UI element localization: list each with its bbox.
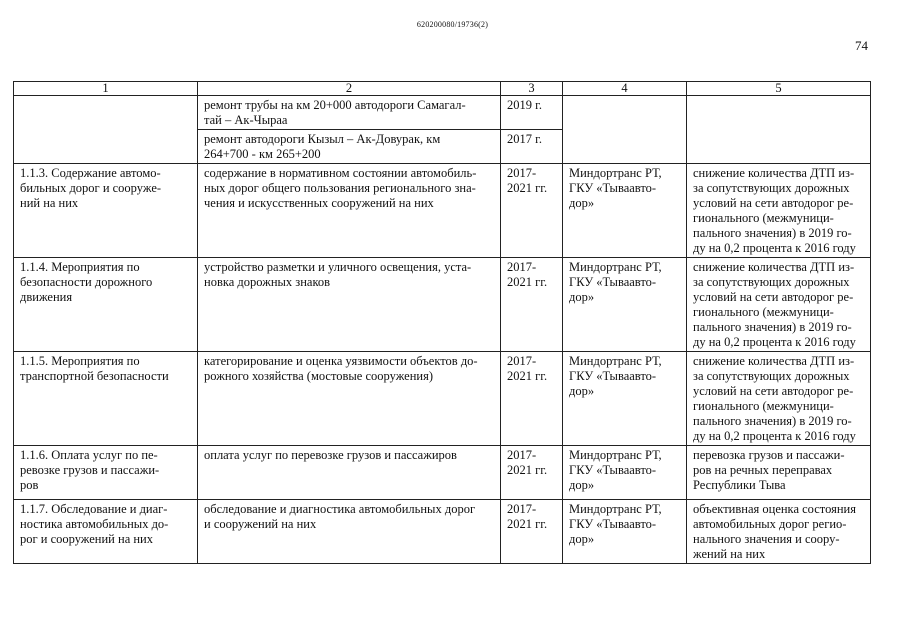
column-number: 2 <box>198 82 501 96</box>
column-number: 4 <box>563 82 687 96</box>
cell-empty <box>687 96 871 164</box>
cell-measure: 1.1.5. Мероприятия по транспортной безопасности <box>14 352 198 446</box>
table-row <box>14 96 871 130</box>
cell-result: объективная оценка состояния автомобильных дорог регио- нального значения и соору- жений на них <box>687 500 871 564</box>
table-row <box>14 352 871 446</box>
cell-period: 2019 г. <box>501 96 563 130</box>
column-number-row <box>14 82 871 96</box>
cell-activity: ремонт трубы на км 20+000 автодороги Самагал- тай – Ак-Чыраа <box>198 96 501 130</box>
cell-empty <box>14 96 198 164</box>
column-number: 1 <box>14 82 198 96</box>
cell-executor: Миндортранс РТ, ГКУ «Тываавто- дор» <box>563 258 687 352</box>
cell-executor: Миндортранс РТ, ГКУ «Тываавто- дор» <box>563 500 687 564</box>
document-code: 620200080/19736(2) <box>416 20 489 29</box>
cell-measure: 1.1.3. Содержание автомо- бильных дорог и сооруже- ний на них <box>14 164 198 258</box>
cell-activity: устройство разметки и уличного освещения, уста- новка дорожных знаков <box>198 258 501 352</box>
cell-executor: Миндортранс РТ, ГКУ «Тываавто- дор» <box>563 446 687 500</box>
cell-period: 2017- 2021 гг. <box>501 164 563 258</box>
cell-executor: Миндортранс РТ, ГКУ «Тываавто- дор» <box>563 164 687 258</box>
cell-activity: содержание в нормативном состоянии автомобиль- ных дорог общего пользования регионального зна- чения и искусственных сооружений на них <box>198 164 501 258</box>
page-number: 74 <box>855 38 868 53</box>
column-number: 5 <box>687 82 871 96</box>
cell-result: снижение количества ДТП из- за сопутствующих дорожных условий на сети автодорог ре- гионального (межмуници- пального значения) в 2019 го- ду на 0,2 процента к 2016 году <box>687 164 871 258</box>
cell-activity: ремонт автодороги Кызыл – Ак-Довурак, км 264+700 - км 265+200 <box>198 130 501 164</box>
cell-period: 2017 г. <box>501 130 563 164</box>
cell-measure: 1.1.7. Обследование и диаг- ностика автомобильных до- рог и сооружений на них <box>14 500 198 564</box>
cell-result: перевозка грузов и пассажи- ров на речных переправах Республики Тыва <box>687 446 871 500</box>
table-row <box>14 164 871 258</box>
cell-activity: обследование и диагностика автомобильных дорог и сооружений на них <box>198 500 501 564</box>
cell-period: 2017- 2021 гг. <box>501 258 563 352</box>
cell-period: 2017- 2021 гг. <box>501 446 563 500</box>
cell-measure: 1.1.6. Оплата услуг по пе- ревозке грузов и пассажи- ров <box>14 446 198 500</box>
cell-result: снижение количества ДТП из- за сопутствующих дорожных условий на сети автодорог ре- гионального (межмуници- пального значения) в 2019 го- ду на 0,2 процента к 2016 году <box>687 258 871 352</box>
cell-executor: Миндортранс РТ, ГКУ «Тываавто- дор» <box>563 352 687 446</box>
cell-empty <box>563 96 687 164</box>
cell-activity: оплата услуг по перевозке грузов и пассажиров <box>198 446 501 500</box>
cell-measure: 1.1.4. Мероприятия по безопасности дорожного движения <box>14 258 198 352</box>
measures-table <box>13 81 871 564</box>
table-row <box>14 258 871 352</box>
table-row <box>14 500 871 564</box>
table-row <box>14 446 871 500</box>
cell-activity: категорирование и оценка уязвимости объектов до- рожного хозяйства (мостовые сооружения) <box>198 352 501 446</box>
cell-result: снижение количества ДТП из- за сопутствующих дорожных условий на сети автодорог ре- гионального (межмуници- пального значения) в 2019 го- ду на 0,2 процента к 2016 году <box>687 352 871 446</box>
cell-period: 2017- 2021 гг. <box>501 352 563 446</box>
column-number: 3 <box>501 82 563 96</box>
cell-period: 2017- 2021 гг. <box>501 500 563 564</box>
